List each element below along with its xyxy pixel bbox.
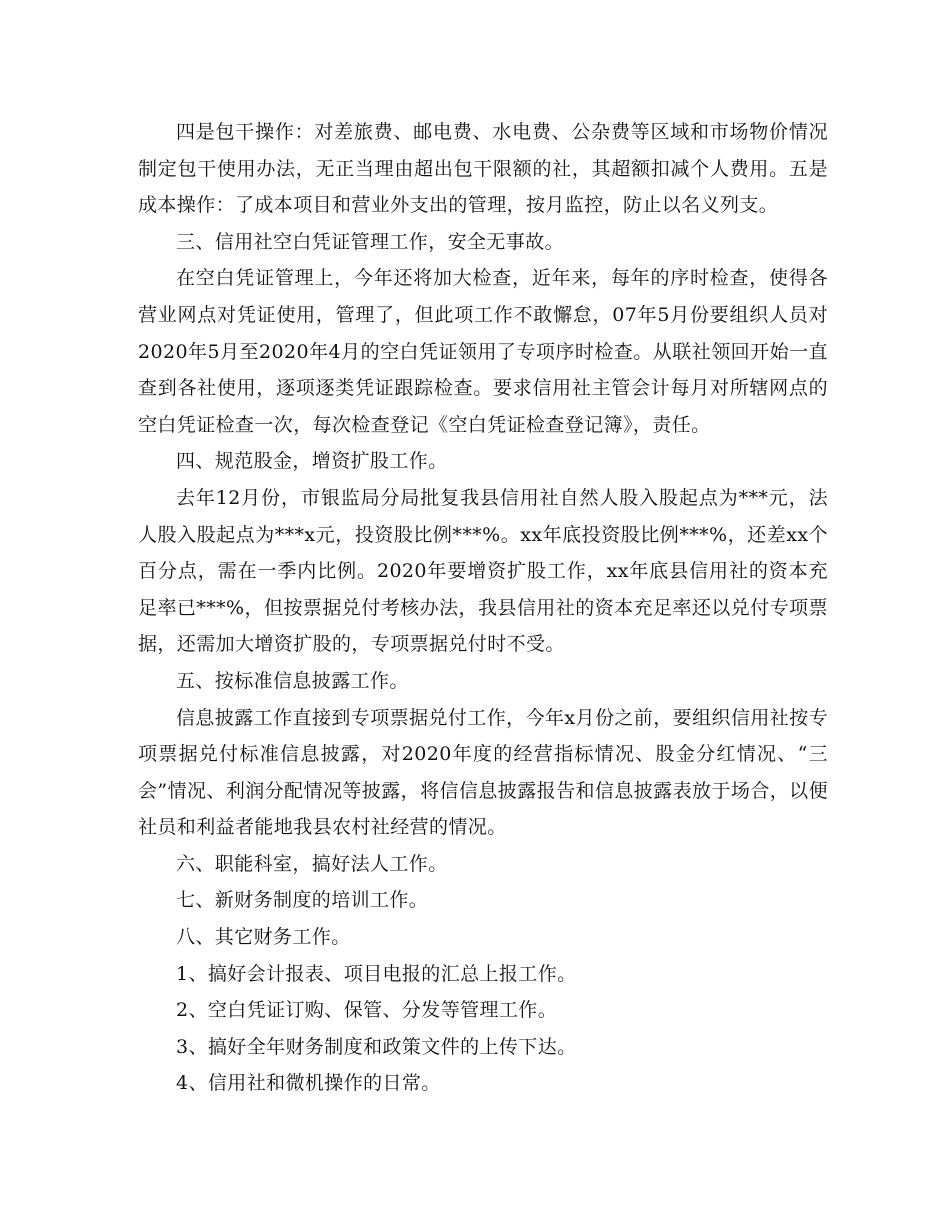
paragraph: 信息披露工作直接到专项票据兑付工作，今年x月份之前，要组织信用社按专项票据兑付标准信息披露，对2020年度的经营指标情况、股金分红情况、“三会”情况、利润分配情况等披露，将信信息披露报告和信息披露表放于场合，以便社员和利益者能地我县农村社经营的情况。	[138, 706, 828, 839]
list-item: 2、空白凭证订购、保管、分发等管理工作。	[176, 999, 558, 1022]
document-body	[138, 114, 828, 1102]
section-heading: 五、按标准信息披露工作。	[176, 669, 409, 692]
paragraph: 四是包干操作：对差旅费、邮电费、水电费、公杂费等区域和市场物价情况制定包干使用办法，无正当理由超出包干限额的社，其超额扣减个人费用。五是成本操作：了成本项目和营业外支出的管理，按月监控，防止以名义列支。	[138, 121, 828, 217]
list-item: 1、搞好会计报表、项目电报的汇总上报工作。	[176, 962, 577, 985]
section-heading: 八、其它财务工作。	[176, 926, 351, 949]
paragraph: 去年12月份，市银监局分局批复我县信用社自然人股入股起点为***元，法人股入股起点为***x元，投资股比例***%。xx年底投资股比例***%，还差xx个百分点，需在一季内比例。2020年要增资扩股工作，xx年底县信用社的资本充足率已***%，但按票据兑付考核办法，我县信用社的资本充足率还以兑付专项票据，还需加大增资扩股的，专项票据兑付时不受。	[138, 486, 828, 656]
list-item: 4、信用社和微机操作的日常。	[176, 1072, 441, 1095]
list-item: 3、搞好全年财务制度和政策文件的上传下达。	[176, 1035, 577, 1058]
section-heading: 三、信用社空白凭证管理工作，安全无事故。	[176, 230, 565, 253]
paragraph: 在空白凭证管理上，今年还将加大检查，近年来，每年的序时检查，使得各营业网点对凭证使用，管理了，但此项工作不敢懈怠，07年5月份要组织人员对2020年5月至2020年4月的空白凭证领用了专项序时检查。从联社领回开始一直查到各社使用，逐项逐类凭证跟踪检查。要求信用社主管会计每月对所辖网点的空白凭证检查一次，每次检查登记《空白凭证检查登记簿》，责任。	[138, 267, 828, 436]
section-heading: 四、规范股金，增资扩股工作。	[176, 450, 448, 473]
section-heading: 六、职能科室，搞好法人工作。	[176, 852, 448, 875]
section-heading: 七、新财务制度的培训工作。	[176, 889, 429, 912]
